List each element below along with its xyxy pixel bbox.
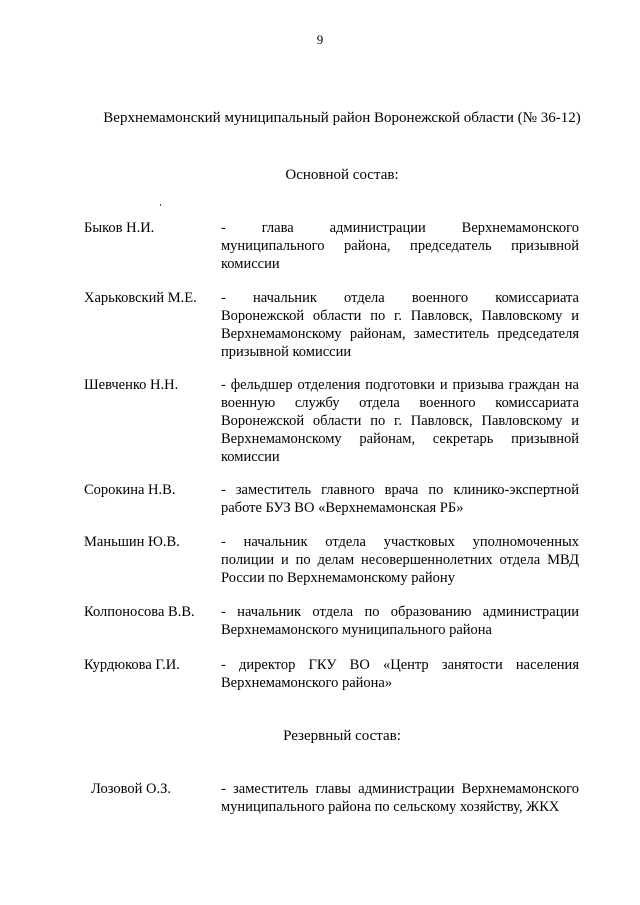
member-role-text: - начальник отдела военного комиссариата Воронежской области по г. Павловск, Павловскому и Верхнемамонскому районам, заместитель председателя призывной комиссии <box>221 290 583 360</box>
member-role <box>221 533 583 587</box>
reserve-composition-heading: Резервный состав: <box>283 728 401 744</box>
member-role <box>221 656 583 692</box>
member-role <box>221 219 583 273</box>
stray-mark <box>160 204 161 206</box>
member-role <box>221 481 583 517</box>
member-role-text: - директор ГКУ ВО «Центр занятости населения Верхнемамонского района» <box>221 657 583 691</box>
member-name: Лозовой О.З. <box>91 781 171 797</box>
member-role-text: - заместитель главы администрации Верхнемамонского муниципального района по сельскому хозяйству, ЖКХ <box>221 781 583 815</box>
member-name: Быков Н.И. <box>84 220 155 236</box>
member-role-text: - фельдшер отделения подготовки и призыва граждан на военную службу отдела военного комиссариата Воронежской области по г. Павловск, Павловскому и Верхнемамонскому районам, секретарь призывной комиссии <box>221 377 583 465</box>
member-role-text: - начальник отдела участковых уполномоченных полиции и по делам несовершеннолетних отдела МВД России по Верхнемамонскому району <box>221 534 583 586</box>
page-number: 9 <box>316 32 324 47</box>
member-role-text: - глава администрации Верхнемамонского муниципального района, председатель призывной комиссии <box>221 220 583 272</box>
member-role-text: - заместитель главного врача по клинико-экспертной работе БУЗ ВО «Верхнемамонская РБ» <box>221 482 583 516</box>
member-name: Сорокина Н.В. <box>84 482 176 498</box>
main-composition-heading: Основной состав: <box>285 167 399 183</box>
member-name: Колпоносова В.В. <box>84 604 195 620</box>
member-role <box>221 603 583 639</box>
member-name: Шевченко Н.Н. <box>84 377 179 393</box>
member-name: Маньшин Ю.В. <box>84 534 180 550</box>
member-role <box>221 376 583 466</box>
member-role-text: - начальник отдела по образованию администрации Верхнемамонского муниципального района <box>221 604 583 638</box>
member-name: Харьковский М.Е. <box>84 290 197 306</box>
member-role <box>221 289 583 361</box>
member-name: Курдюкова Г.И. <box>84 657 180 673</box>
member-role <box>221 780 583 816</box>
district-title: Верхнемамонский муниципальный район Воронежской области (№ 36-12) <box>103 110 581 126</box>
